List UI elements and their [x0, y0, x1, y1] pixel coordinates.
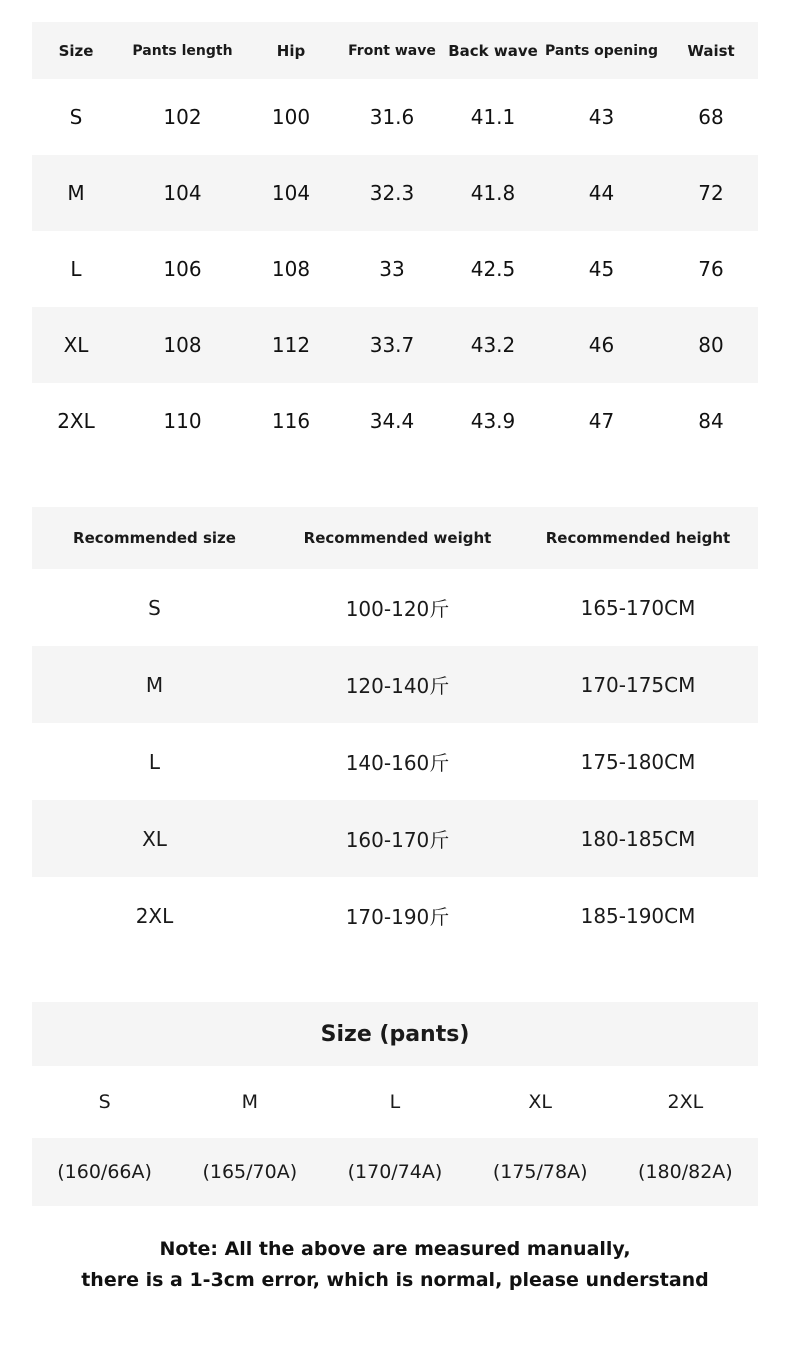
table-row [32, 383, 758, 459]
cell-back-wave: 42.5 [470, 257, 516, 281]
table-header-row [32, 507, 758, 569]
cell-size: XL [32, 307, 120, 383]
cell-recommended-size: M [32, 646, 277, 723]
cell-pants-length: 104 [120, 155, 245, 231]
table-row [32, 231, 758, 307]
cell-front-wave: 32.3 [337, 155, 447, 231]
column-header-front-wave: Front wave [337, 22, 447, 79]
cell-waist: 68 [698, 105, 724, 129]
size-chart-page [0, 22, 790, 1350]
pants-code-row [32, 1138, 758, 1206]
column-header-waist: Waist [664, 22, 758, 79]
pants-size-row [32, 1066, 758, 1138]
recommendations-table-block [32, 507, 758, 954]
cell-pants-opening: 47 [588, 409, 615, 433]
column-header-back-wave: Back wave [447, 22, 539, 79]
cell-pants-opening: 46 [539, 307, 664, 383]
column-header-size: Size [32, 22, 120, 79]
cell-waist: 72 [664, 155, 758, 231]
cell-front-wave: 34.4 [369, 409, 415, 433]
column-header-pants-opening: Pants opening [539, 22, 664, 79]
pants-title-row [32, 1002, 758, 1066]
column-header-recommended-height: Recommended height [518, 507, 758, 569]
cell-recommended-size: XL [32, 800, 277, 877]
cell-recommended-weight: 100-120斤 [345, 597, 450, 621]
cell-waist: 80 [664, 307, 758, 383]
column-header-pants-length: Pants length [120, 22, 245, 79]
cell-hip: 112 [245, 307, 337, 383]
column-header-recommended-weight: Recommended weight [277, 507, 518, 569]
cell-pants-code: (160/66A) [32, 1138, 177, 1206]
cell-hip: 104 [245, 155, 337, 231]
note-line-1: Note: All the above are measured manually, [159, 1238, 631, 1260]
table-row [32, 569, 758, 646]
pants-table-title: Size (pants) [32, 1002, 758, 1066]
cell-size: L [70, 257, 82, 281]
cell-hip: 108 [271, 257, 311, 281]
cell-recommended-height: 175-180CM [580, 749, 696, 774]
cell-recommended-weight: 120-140斤 [277, 646, 518, 723]
cell-size: 2XL [57, 409, 95, 433]
cell-pants-length: 110 [163, 409, 202, 433]
column-header-recommended-size: Recommended size [32, 507, 277, 569]
cell-recommended-height: 185-190CM [580, 903, 696, 928]
cell-waist: 84 [698, 409, 724, 433]
pants-size-table-block [32, 1002, 758, 1206]
cell-pants-length: 108 [120, 307, 245, 383]
table-row [32, 155, 758, 231]
table-row [32, 723, 758, 800]
cell-pants-size: 2XL [613, 1066, 758, 1138]
cell-pants-size: S [32, 1066, 177, 1138]
cell-pants-opening: 43 [588, 105, 615, 129]
cell-front-wave: 31.6 [369, 105, 415, 129]
cell-hip: 116 [271, 409, 311, 433]
measurements-table-block [32, 22, 758, 459]
cell-recommended-size: 2XL [135, 903, 174, 928]
cell-pants-code: (180/82A) [613, 1138, 758, 1206]
cell-size: M [32, 155, 120, 231]
column-header-hip: Hip [245, 22, 337, 79]
table-row [32, 646, 758, 723]
measurements-table [32, 22, 758, 459]
cell-pants-length: 102 [163, 105, 202, 129]
cell-front-wave: 33 [379, 257, 405, 281]
cell-pants-size: L [322, 1066, 467, 1138]
cell-back-wave: 41.1 [470, 105, 516, 129]
cell-pants-size: M [177, 1066, 322, 1138]
table-header-row [32, 22, 758, 79]
cell-back-wave: 43.9 [470, 409, 516, 433]
pants-size-table [32, 1002, 758, 1206]
cell-pants-code: (165/70A) [177, 1138, 322, 1206]
cell-hip: 100 [271, 105, 311, 129]
table-row [32, 307, 758, 383]
cell-pants-code: (170/74A) [322, 1138, 467, 1206]
cell-back-wave: 41.8 [447, 155, 539, 231]
cell-recommended-size: S [148, 595, 161, 620]
cell-back-wave: 43.2 [447, 307, 539, 383]
cell-recommended-height: 170-175CM [518, 646, 758, 723]
measurement-note [0, 1234, 790, 1296]
cell-recommended-weight: 170-190斤 [345, 905, 450, 929]
recommendations-table [32, 507, 758, 954]
cell-pants-opening: 45 [588, 257, 615, 281]
table-row [32, 79, 758, 155]
cell-pants-length: 106 [163, 257, 202, 281]
cell-recommended-weight: 140-160斤 [345, 751, 450, 775]
cell-waist: 76 [698, 257, 724, 281]
cell-pants-code: (175/78A) [468, 1138, 613, 1206]
table-row [32, 877, 758, 954]
cell-pants-opening: 44 [539, 155, 664, 231]
cell-recommended-weight: 160-170斤 [277, 800, 518, 877]
cell-recommended-height: 180-185CM [518, 800, 758, 877]
table-row [32, 800, 758, 877]
cell-pants-size: XL [468, 1066, 613, 1138]
cell-front-wave: 33.7 [337, 307, 447, 383]
cell-size: S [69, 105, 83, 129]
cell-recommended-size: L [148, 749, 161, 774]
note-line-2: there is a 1-3cm error, which is normal, please understand [81, 1269, 709, 1291]
cell-recommended-height: 165-170CM [580, 595, 696, 620]
